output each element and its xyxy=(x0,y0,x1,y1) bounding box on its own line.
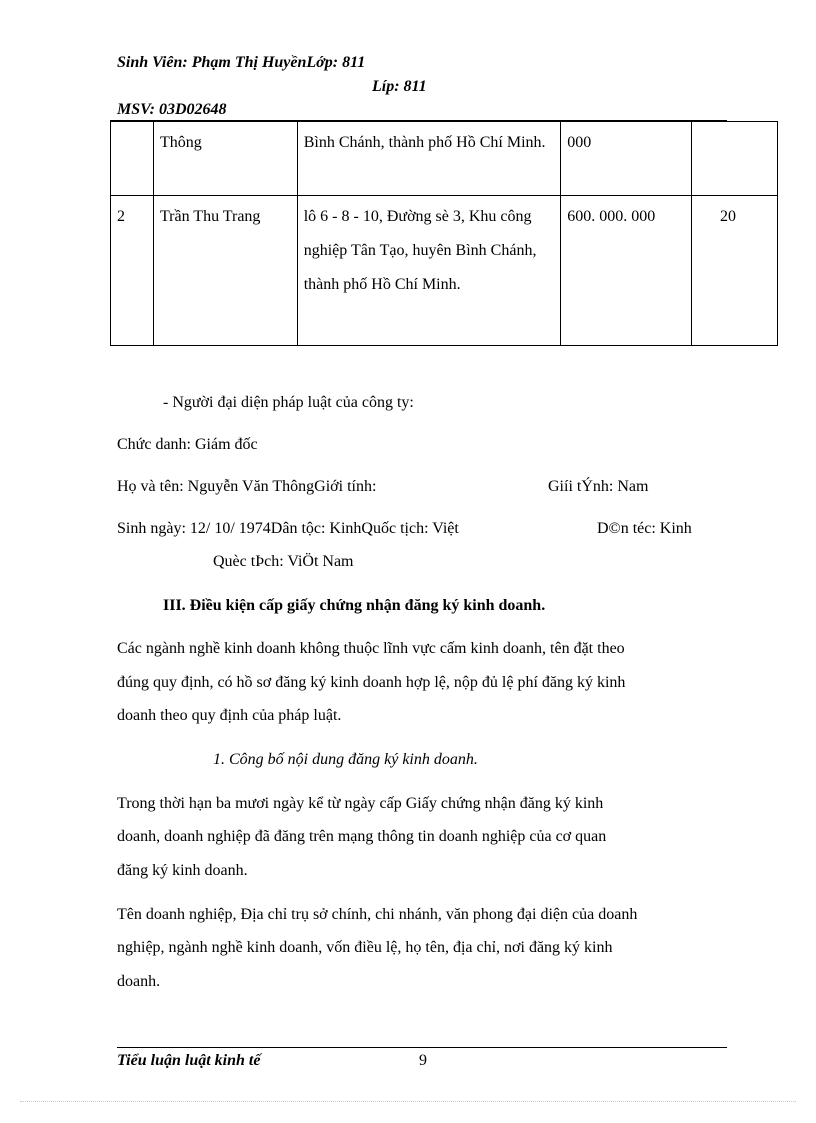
founders-table xyxy=(110,121,778,346)
rep-ethnic-garbled: D©n téc: Kinh xyxy=(597,520,692,537)
table-cell-share: 20 xyxy=(692,196,778,346)
table-cell-name: Trần Thu Trang xyxy=(153,196,297,346)
para3-line: Tên doanh nghiệp, Địa chỉ trụ sở chính, chi nhánh, văn phong đại diện của doanh xyxy=(117,906,638,923)
page-number: 9 xyxy=(419,1052,427,1069)
para2-line: Trong thời hạn ba mươi ngày kể từ ngày cấp Giấy chứng nhận đăng ký kinh xyxy=(117,795,604,812)
table-cell-no: 2 xyxy=(111,196,154,346)
para3-line: doanh. xyxy=(117,973,161,990)
footer-title: Tiểu luận luật kinh tế xyxy=(117,1052,261,1069)
table-cell-capital: 600. 000. 000 xyxy=(561,196,692,346)
para2-line: đăng ký kinh doanh. xyxy=(117,862,248,879)
header-student: Sinh Viên: Phạm Thị HuyềnLớp: 811 xyxy=(117,54,366,71)
para1-line: đúng quy định, có hồ sơ đăng ký kinh doanh hợp lệ, nộp đủ lệ phí đăng ký kinh xyxy=(117,674,626,691)
table-cell-name: Thông xyxy=(153,122,297,196)
section-heading: III. Điều kiện cấp giấy chứng nhận đăng ký kinh doanh. xyxy=(163,597,546,614)
sub-heading: 1. Công bố nội dung đăng ký kinh doanh. xyxy=(213,751,478,768)
table-cell-no xyxy=(111,122,154,196)
para3-line: nghiệp, ngành nghề kinh doanh, vốn điều lệ, họ tên, địa chỉ, nơi đăng ký kinh xyxy=(117,939,613,956)
rep-birth: Sinh ngày: 12/ 10/ 1974Dân tộc: KinhQuốc tịch: Việt xyxy=(117,520,459,537)
header-msv: MSV: 03D02648 xyxy=(117,101,227,118)
page-bottom-divider xyxy=(20,1101,796,1102)
table-row xyxy=(111,196,778,346)
table-row xyxy=(111,122,778,196)
table-cell-capital: 000 xyxy=(561,122,692,196)
para2-line: doanh, doanh nghiệp đã đăng trên mạng thông tin doanh nghiệp của cơ quan xyxy=(117,828,607,845)
para1-line: Các ngành nghề kinh doanh không thuộc lĩnh vực cấm kinh doanh, tên đặt theo xyxy=(117,640,625,657)
rep-nationality-garbled: Quèc tÞch: ViÖt Nam xyxy=(213,553,354,570)
rep-intro: - Người đại diện pháp luật của công ty: xyxy=(163,394,414,411)
rep-name: Họ và tên: Nguyễn Văn ThôngGiới tính: xyxy=(117,478,377,495)
table-cell-address: lô 6 - 8 - 10, Đường sè 3, Khu công nghiệp Tân Tạo, huyên Bình Chánh, thành phố Hồ Chí Minh. xyxy=(297,196,561,346)
header-class: Líp: 811 xyxy=(372,78,427,95)
table-cell-share xyxy=(692,122,778,196)
para1-line: doanh theo quy định của pháp luật. xyxy=(117,707,342,724)
rep-gender-garbled: Giíi tÝnh: Nam xyxy=(548,478,649,495)
footer-rule xyxy=(117,1047,727,1048)
rep-title: Chức danh: Giám đốc xyxy=(117,436,258,453)
table-cell-address: Bình Chánh, thành phố Hồ Chí Minh. xyxy=(297,122,561,196)
